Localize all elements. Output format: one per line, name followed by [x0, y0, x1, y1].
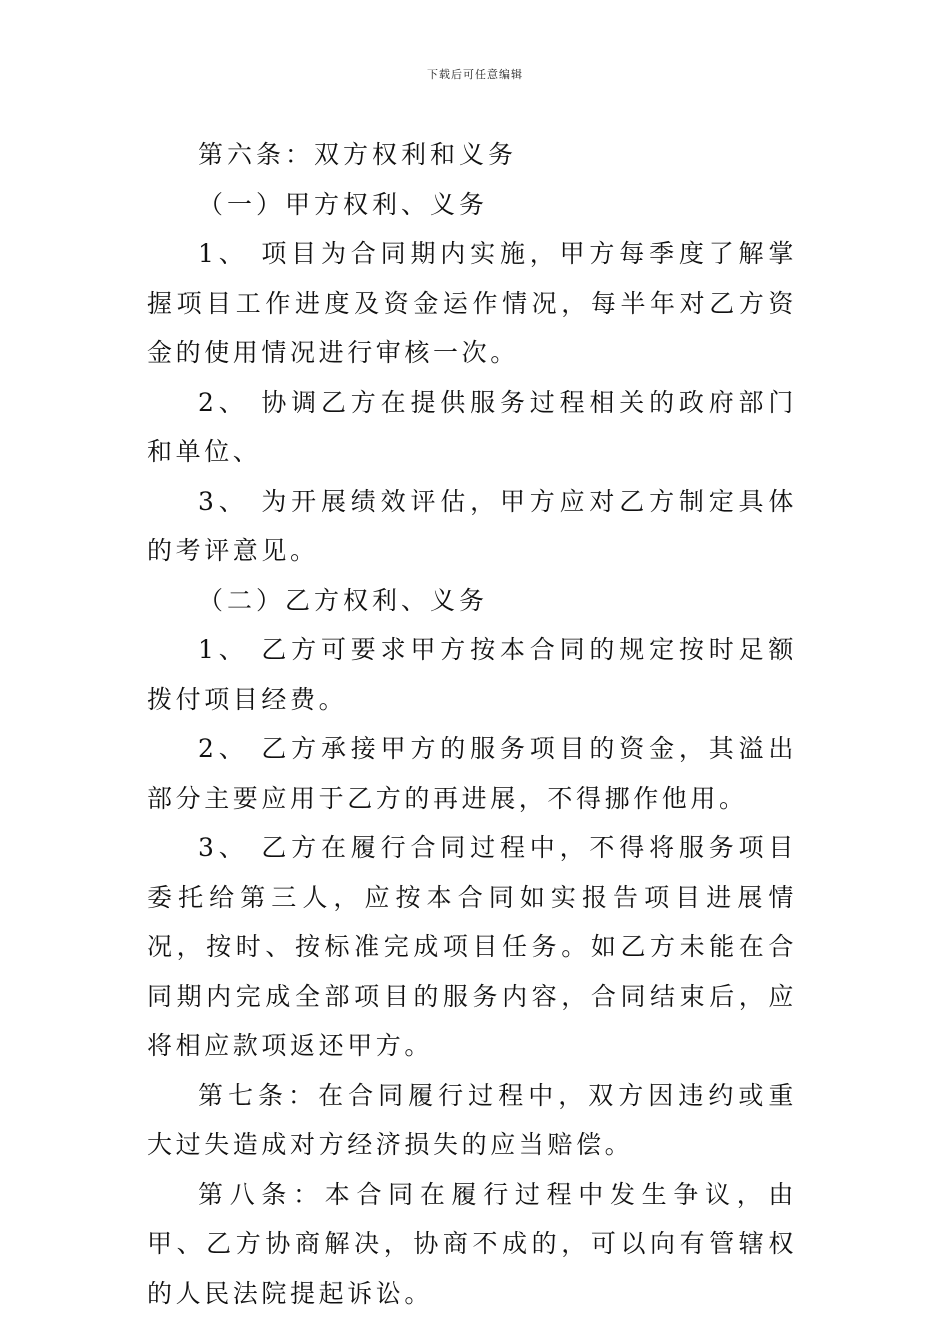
party-a-item-2: 2、 协调乙方在提供服务过程相关的政府部门和单位、 [147, 387, 797, 466]
party-a-item-1: 1、 项目为合同期内实施，甲方每季度了解掌握项目工作进度及资金运作情况，每半年对乙方资金的使用情况进行审核一次。 [147, 239, 797, 367]
article-7: 第七条：在合同履行过程中，双方因违约或重大过失造成对方经济损失的应当赔偿。 [147, 1080, 797, 1159]
article-8: 第八条：本合同在履行过程中发生争议，由甲、乙方协商解决，协商不成的，可以向有管辖权的人民法院提起诉讼。 [147, 1179, 797, 1308]
party-b-item-1: 1、 乙方可要求甲方按本合同的规定按时足额拨付项目经费。 [147, 635, 797, 714]
page-header-note: 下载后可任意编辑 [427, 68, 523, 81]
party-b-item-3: 3、 乙方在履行合同过程中，不得将服务项目委托给第三人，应按本合同如实报告项目进展情况，按时、按标准完成项目任务。如乙方未能在合同期内完成全部项目的服务内容，合同结束后，应将相应款项返还甲方。 [147, 833, 797, 1060]
document-body [147, 130, 797, 1318]
party-a-item-3: 3、 为开展绩效评估，甲方应对乙方制定具体的考评意见。 [147, 486, 797, 565]
party-b-rights-heading: （二）乙方权利、义务 [198, 585, 489, 615]
article-6-heading: 第六条：双方权利和义务 [198, 140, 518, 169]
party-b-item-2: 2、 乙方承接甲方的服务项目的资金，其溢出部分主要应用于乙方的再进展，不得挪作他用。 [147, 734, 797, 813]
party-a-rights-heading: （一）甲方权利、义务 [198, 189, 489, 219]
